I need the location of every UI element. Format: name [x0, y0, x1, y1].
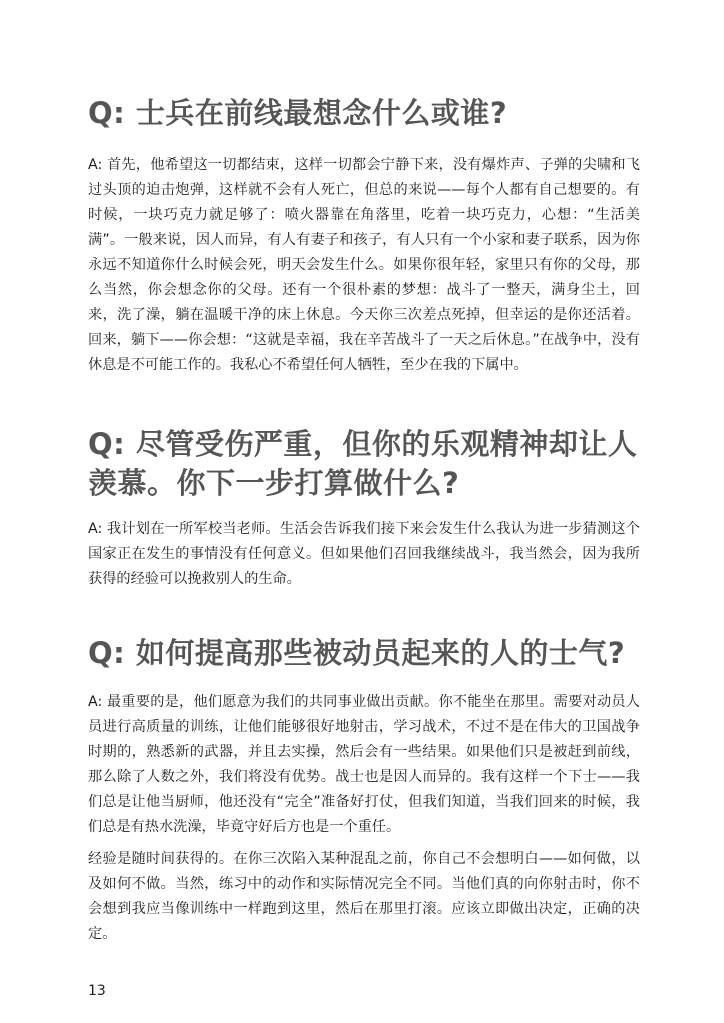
answer-paragraph-3-continued: 经验是随时间获得的。在你三次陷入某种混乱之前，你自己不会想明白——如何做，以及如何不做。当然，练习中的动作和实际情况完全不同。当他们真的向你射击时，你不会想到我应当像训练中一样跑到这里，然后在那里打滚。应该立即做出决定，正确的决定。 [88, 851, 640, 942]
question-heading-2: Q: 尽管受伤严重，但你的乐观精神却让人羡慕。你下一步打算做什么? [88, 427, 638, 500]
answer-paragraph-2: A: 我计划在一所军校当老师。生活会告诉我们接下来会发生什么我认为进一步猜测这个国家正在发生的事情没有任何意义。但如果他们召回我继续战斗，我当然会，因为我所获得的经验可以挽救别人的生命。 [88, 521, 640, 587]
page-number: 13 [88, 983, 106, 999]
answer-paragraph-3: A: 最重要的是，他们愿意为我们的共同事业做出贡献。你不能坐在那里。需要对动员人员进行高质量的训练，让他们能够很好地射击，学习战术，不过不是在伟大的卫国战争时期的，熟悉新的武器，并且去实操，然后会有一些结果。如果他们只是被赶到前线，那么除了人数之外，我们将没有优势。战士也是因人而异的。我有这样一个下士——我们总是让他当厨师，他还没有“完全”准备好打仗，但我们知道，当我们回来的时候，我们总是有热水洗澡，毕竟守好后方也是一个重任。 [88, 694, 640, 835]
question-heading-3: Q: 如何提高那些被动员起来的人的士气? [88, 636, 626, 670]
question-heading-1: Q: 士兵在前线最想念什么或谁? [88, 96, 508, 130]
answer-paragraph-1: A: 首先，他希望这一切都结束，这样一切都会宁静下来，没有爆炸声、子弹的尖啸和飞过头顶的迫击炮弹，这样就不会有人死亡，但总的来说——每个人都有自己想要的。有时候，一块巧克力就足够了：喷火器靠在角落里，吃着一块巧克力，心想：“生活美满”。一般来说，因人而异，有人有妻子和孩子，有人只有一个小家和妻子联系，因为你永远不知道你什么时候会死，明天会发生什么。如果你很年轻，家里只有你的父母，那么当然，你会想念你的父母。还有一个很朴素的梦想：战斗了一整天，满身尘土，回来，洗了澡，躺在温暖干净的床上休息。今天你三次差点死掉，但幸运的是你还活着。回来，躺下——你会想：“这就是幸福，我在辛苦战斗了一天之后休息。”在战争中，没有休息是不可能工作的。我私心不希望任何人牺牲，至少在我的下属中。 [88, 157, 640, 373]
